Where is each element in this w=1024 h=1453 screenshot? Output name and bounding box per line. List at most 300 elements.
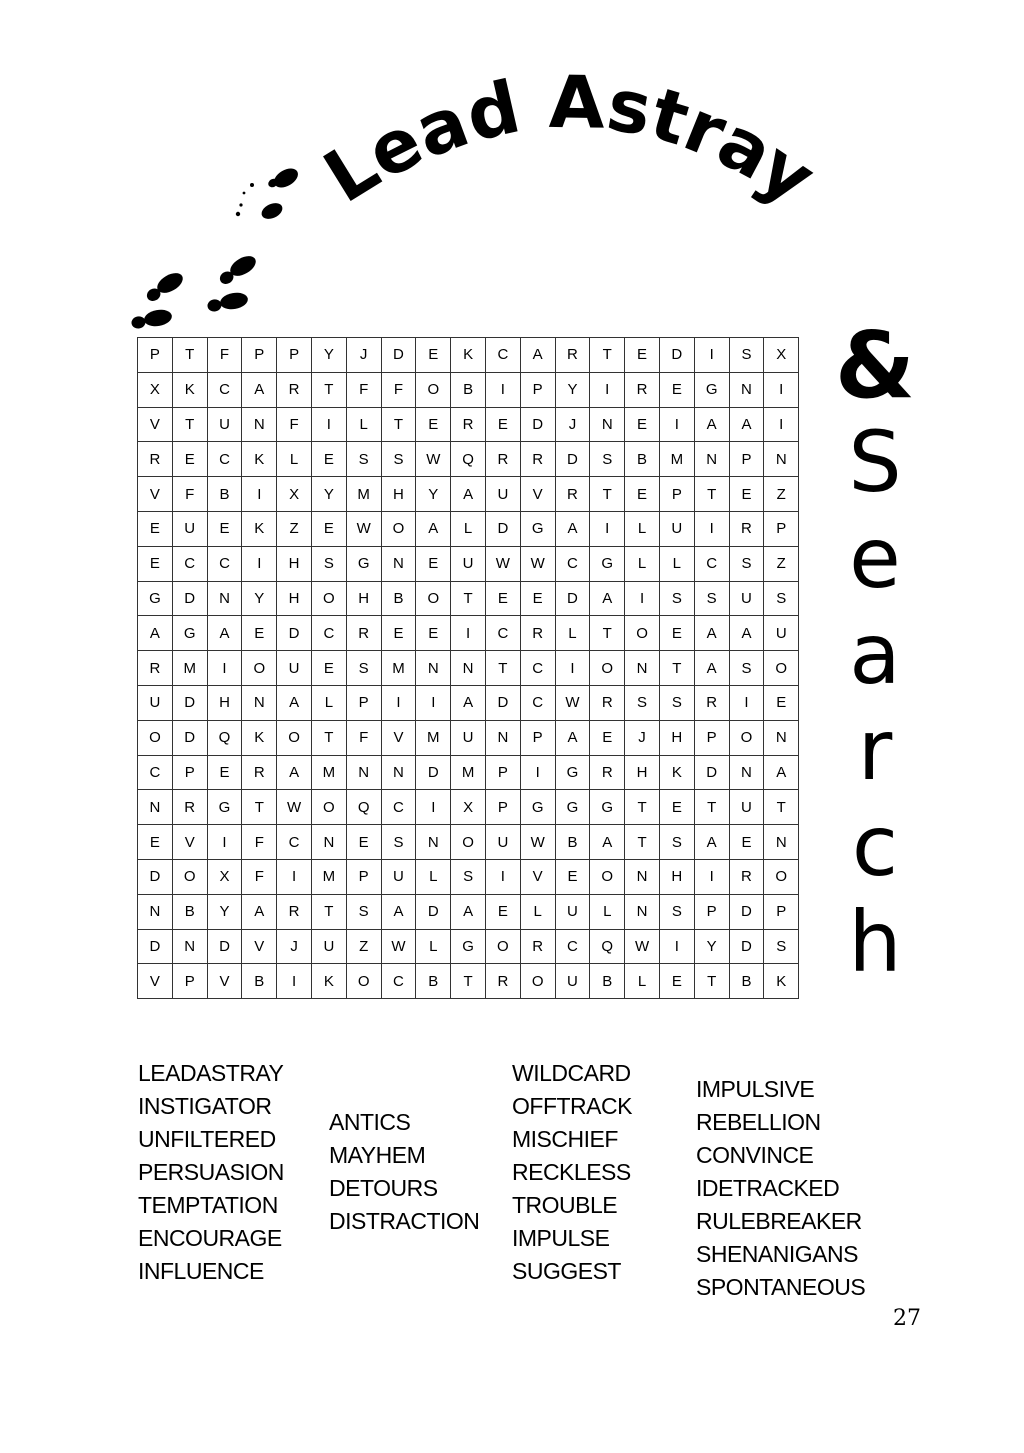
grid-cell[interactable]: N	[764, 825, 799, 860]
grid-cell[interactable]: T	[625, 825, 660, 860]
grid-cell[interactable]: C	[381, 790, 416, 825]
grid-cell[interactable]: M	[451, 755, 486, 790]
grid-cell[interactable]: T	[625, 790, 660, 825]
grid-cell[interactable]: P	[694, 894, 729, 929]
grid-cell[interactable]: I	[729, 685, 764, 720]
grid-cell[interactable]: V	[172, 825, 207, 860]
grid-cell[interactable]: Y	[555, 372, 590, 407]
grid-cell[interactable]: I	[381, 685, 416, 720]
grid-cell[interactable]: C	[520, 685, 555, 720]
grid-cell[interactable]: Y	[694, 929, 729, 964]
grid-cell[interactable]: A	[729, 616, 764, 651]
grid-cell[interactable]: H	[346, 581, 381, 616]
grid-cell[interactable]: E	[625, 338, 660, 373]
grid-cell[interactable]: A	[590, 825, 625, 860]
grid-cell[interactable]: U	[485, 825, 520, 860]
grid-cell[interactable]: W	[416, 442, 451, 477]
grid-cell[interactable]: E	[729, 477, 764, 512]
grid-cell[interactable]: E	[416, 546, 451, 581]
grid-cell[interactable]: L	[416, 929, 451, 964]
grid-cell[interactable]: T	[590, 616, 625, 651]
grid-cell[interactable]: L	[590, 894, 625, 929]
grid-cell[interactable]: L	[277, 442, 312, 477]
grid-cell[interactable]: N	[172, 929, 207, 964]
grid-cell[interactable]: O	[485, 929, 520, 964]
grid-cell[interactable]: B	[729, 964, 764, 999]
grid-cell[interactable]: E	[659, 964, 694, 999]
grid-cell[interactable]: R	[138, 442, 173, 477]
grid-cell[interactable]: K	[242, 720, 277, 755]
grid-cell[interactable]: X	[277, 477, 312, 512]
grid-cell[interactable]: G	[590, 546, 625, 581]
grid-cell[interactable]: A	[242, 894, 277, 929]
grid-cell[interactable]: A	[277, 755, 312, 790]
grid-cell[interactable]: W	[277, 790, 312, 825]
grid-cell[interactable]: E	[485, 581, 520, 616]
grid-cell[interactable]: P	[764, 511, 799, 546]
grid-cell[interactable]: W	[520, 546, 555, 581]
grid-cell[interactable]: A	[764, 755, 799, 790]
grid-cell[interactable]: D	[138, 859, 173, 894]
grid-cell[interactable]: A	[555, 720, 590, 755]
grid-cell[interactable]: C	[381, 964, 416, 999]
grid-cell[interactable]: P	[172, 964, 207, 999]
grid-cell[interactable]: S	[659, 581, 694, 616]
grid-cell[interactable]: T	[694, 964, 729, 999]
grid-cell[interactable]: Y	[311, 338, 346, 373]
grid-cell[interactable]: M	[172, 651, 207, 686]
grid-cell[interactable]: E	[659, 372, 694, 407]
grid-cell[interactable]: N	[590, 407, 625, 442]
grid-cell[interactable]: T	[311, 720, 346, 755]
grid-cell[interactable]: T	[311, 372, 346, 407]
grid-cell[interactable]: T	[451, 581, 486, 616]
grid-cell[interactable]: G	[555, 755, 590, 790]
grid-cell[interactable]: C	[555, 546, 590, 581]
grid-cell[interactable]: I	[485, 859, 520, 894]
grid-cell[interactable]: L	[346, 407, 381, 442]
grid-cell[interactable]: C	[520, 651, 555, 686]
grid-cell[interactable]: W	[346, 511, 381, 546]
grid-cell[interactable]: V	[207, 964, 242, 999]
grid-cell[interactable]: A	[729, 407, 764, 442]
grid-cell[interactable]: H	[277, 546, 312, 581]
grid-cell[interactable]: S	[729, 338, 764, 373]
grid-cell[interactable]: N	[138, 894, 173, 929]
grid-cell[interactable]: S	[659, 894, 694, 929]
grid-cell[interactable]: S	[729, 546, 764, 581]
grid-cell[interactable]: P	[346, 685, 381, 720]
grid-cell[interactable]: D	[138, 929, 173, 964]
grid-cell[interactable]: V	[520, 859, 555, 894]
grid-cell[interactable]: E	[138, 511, 173, 546]
grid-cell[interactable]: U	[172, 511, 207, 546]
grid-cell[interactable]: I	[764, 407, 799, 442]
grid-cell[interactable]: O	[451, 825, 486, 860]
grid-cell[interactable]: E	[311, 442, 346, 477]
grid-cell[interactable]: E	[207, 511, 242, 546]
grid-cell[interactable]: S	[451, 859, 486, 894]
grid-cell[interactable]: T	[590, 477, 625, 512]
grid-cell[interactable]: S	[764, 581, 799, 616]
grid-cell[interactable]: D	[729, 894, 764, 929]
grid-cell[interactable]: I	[311, 407, 346, 442]
grid-cell[interactable]: B	[207, 477, 242, 512]
grid-cell[interactable]: C	[485, 338, 520, 373]
grid-cell[interactable]: I	[764, 372, 799, 407]
grid-cell[interactable]: D	[485, 511, 520, 546]
grid-cell[interactable]: S	[381, 825, 416, 860]
grid-cell[interactable]: K	[242, 442, 277, 477]
grid-cell[interactable]: G	[451, 929, 486, 964]
grid-cell[interactable]: A	[277, 685, 312, 720]
grid-cell[interactable]: B	[590, 964, 625, 999]
grid-cell[interactable]: N	[138, 790, 173, 825]
grid-cell[interactable]: Y	[416, 477, 451, 512]
grid-cell[interactable]: T	[242, 790, 277, 825]
grid-cell[interactable]: E	[590, 720, 625, 755]
grid-cell[interactable]: U	[311, 929, 346, 964]
grid-cell[interactable]: R	[346, 616, 381, 651]
grid-cell[interactable]: P	[346, 859, 381, 894]
grid-cell[interactable]: P	[172, 755, 207, 790]
grid-cell[interactable]: S	[625, 685, 660, 720]
grid-cell[interactable]: H	[207, 685, 242, 720]
grid-cell[interactable]: R	[520, 616, 555, 651]
grid-cell[interactable]: D	[659, 338, 694, 373]
grid-cell[interactable]: T	[311, 894, 346, 929]
grid-cell[interactable]: D	[172, 685, 207, 720]
grid-cell[interactable]: O	[242, 651, 277, 686]
grid-cell[interactable]: Y	[242, 581, 277, 616]
grid-cell[interactable]: R	[590, 685, 625, 720]
grid-cell[interactable]: V	[242, 929, 277, 964]
grid-cell[interactable]: G	[520, 511, 555, 546]
grid-cell[interactable]: Z	[764, 546, 799, 581]
grid-cell[interactable]: I	[694, 338, 729, 373]
grid-cell[interactable]: U	[659, 511, 694, 546]
grid-cell[interactable]: E	[138, 546, 173, 581]
grid-cell[interactable]: K	[764, 964, 799, 999]
grid-cell[interactable]: S	[590, 442, 625, 477]
grid-cell[interactable]: A	[694, 616, 729, 651]
grid-cell[interactable]: F	[346, 372, 381, 407]
grid-cell[interactable]: D	[172, 581, 207, 616]
grid-cell[interactable]: I	[694, 511, 729, 546]
grid-cell[interactable]: O	[764, 651, 799, 686]
grid-cell[interactable]: P	[138, 338, 173, 373]
grid-cell[interactable]: Q	[590, 929, 625, 964]
grid-cell[interactable]: Z	[764, 477, 799, 512]
grid-cell[interactable]: N	[764, 442, 799, 477]
grid-cell[interactable]: E	[485, 894, 520, 929]
grid-cell[interactable]: Y	[311, 477, 346, 512]
grid-cell[interactable]: W	[555, 685, 590, 720]
grid-cell[interactable]: Q	[451, 442, 486, 477]
grid-cell[interactable]: I	[277, 964, 312, 999]
grid-cell[interactable]: E	[659, 790, 694, 825]
grid-cell[interactable]: P	[764, 894, 799, 929]
grid-cell[interactable]: O	[625, 616, 660, 651]
grid-cell[interactable]: K	[172, 372, 207, 407]
grid-cell[interactable]: A	[242, 372, 277, 407]
grid-cell[interactable]: E	[625, 477, 660, 512]
grid-cell[interactable]: E	[416, 407, 451, 442]
grid-cell[interactable]: E	[311, 511, 346, 546]
grid-cell[interactable]: I	[590, 372, 625, 407]
grid-cell[interactable]: I	[207, 651, 242, 686]
grid-cell[interactable]: G	[520, 790, 555, 825]
grid-cell[interactable]: A	[138, 616, 173, 651]
grid-cell[interactable]: W	[625, 929, 660, 964]
grid-cell[interactable]: O	[381, 511, 416, 546]
grid-cell[interactable]: D	[520, 407, 555, 442]
grid-cell[interactable]: E	[764, 685, 799, 720]
grid-cell[interactable]: A	[416, 511, 451, 546]
grid-cell[interactable]: R	[138, 651, 173, 686]
grid-cell[interactable]: P	[485, 755, 520, 790]
grid-cell[interactable]: J	[346, 338, 381, 373]
grid-cell[interactable]: N	[381, 546, 416, 581]
grid-cell[interactable]: B	[416, 964, 451, 999]
grid-cell[interactable]: F	[381, 372, 416, 407]
grid-cell[interactable]: T	[485, 651, 520, 686]
grid-cell[interactable]: O	[172, 859, 207, 894]
grid-cell[interactable]: R	[242, 755, 277, 790]
grid-cell[interactable]: H	[381, 477, 416, 512]
grid-cell[interactable]: L	[451, 511, 486, 546]
grid-cell[interactable]: U	[207, 407, 242, 442]
grid-cell[interactable]: S	[729, 651, 764, 686]
grid-cell[interactable]: R	[555, 477, 590, 512]
grid-cell[interactable]: H	[277, 581, 312, 616]
grid-cell[interactable]: S	[694, 581, 729, 616]
grid-cell[interactable]: O	[311, 581, 346, 616]
grid-cell[interactable]: N	[416, 651, 451, 686]
grid-cell[interactable]: K	[659, 755, 694, 790]
grid-cell[interactable]: G	[346, 546, 381, 581]
grid-cell[interactable]: D	[277, 616, 312, 651]
grid-cell[interactable]: O	[590, 859, 625, 894]
grid-cell[interactable]: R	[729, 511, 764, 546]
grid-cell[interactable]: S	[311, 546, 346, 581]
grid-cell[interactable]: E	[555, 859, 590, 894]
grid-cell[interactable]: S	[659, 825, 694, 860]
grid-cell[interactable]: I	[451, 616, 486, 651]
grid-cell[interactable]: A	[381, 894, 416, 929]
grid-cell[interactable]: S	[764, 929, 799, 964]
grid-cell[interactable]: B	[381, 581, 416, 616]
grid-cell[interactable]: U	[138, 685, 173, 720]
grid-cell[interactable]: O	[416, 372, 451, 407]
grid-cell[interactable]: C	[485, 616, 520, 651]
grid-cell[interactable]: I	[590, 511, 625, 546]
grid-cell[interactable]: C	[555, 929, 590, 964]
grid-cell[interactable]: W	[485, 546, 520, 581]
grid-cell[interactable]: F	[242, 859, 277, 894]
grid-cell[interactable]: U	[764, 616, 799, 651]
grid-cell[interactable]: P	[242, 338, 277, 373]
grid-cell[interactable]: U	[729, 790, 764, 825]
grid-cell[interactable]: D	[381, 338, 416, 373]
grid-cell[interactable]: H	[659, 720, 694, 755]
grid-cell[interactable]: A	[555, 511, 590, 546]
grid-cell[interactable]: M	[346, 477, 381, 512]
grid-cell[interactable]: D	[416, 894, 451, 929]
grid-cell[interactable]: F	[346, 720, 381, 755]
grid-cell[interactable]: R	[485, 442, 520, 477]
grid-cell[interactable]: F	[242, 825, 277, 860]
grid-cell[interactable]: V	[381, 720, 416, 755]
grid-cell[interactable]: F	[277, 407, 312, 442]
grid-cell[interactable]: D	[485, 685, 520, 720]
grid-cell[interactable]: T	[694, 790, 729, 825]
grid-cell[interactable]: O	[416, 581, 451, 616]
grid-cell[interactable]: A	[590, 581, 625, 616]
grid-cell[interactable]: I	[659, 929, 694, 964]
grid-cell[interactable]: L	[625, 964, 660, 999]
grid-cell[interactable]: S	[381, 442, 416, 477]
grid-cell[interactable]: M	[311, 755, 346, 790]
grid-cell[interactable]: R	[485, 964, 520, 999]
grid-cell[interactable]: G	[172, 616, 207, 651]
grid-cell[interactable]: A	[694, 651, 729, 686]
grid-cell[interactable]: I	[659, 407, 694, 442]
grid-cell[interactable]: H	[659, 859, 694, 894]
grid-cell[interactable]: I	[485, 372, 520, 407]
grid-cell[interactable]: Q	[207, 720, 242, 755]
grid-cell[interactable]: R	[729, 859, 764, 894]
grid-cell[interactable]: C	[311, 616, 346, 651]
grid-cell[interactable]: N	[451, 651, 486, 686]
grid-cell[interactable]: N	[729, 372, 764, 407]
grid-cell[interactable]: L	[555, 616, 590, 651]
grid-cell[interactable]: I	[207, 825, 242, 860]
grid-cell[interactable]: L	[416, 859, 451, 894]
grid-cell[interactable]: E	[520, 581, 555, 616]
grid-cell[interactable]: A	[694, 825, 729, 860]
grid-cell[interactable]: U	[381, 859, 416, 894]
grid-cell[interactable]: V	[138, 964, 173, 999]
grid-cell[interactable]: Z	[277, 511, 312, 546]
grid-cell[interactable]: J	[277, 929, 312, 964]
grid-cell[interactable]: R	[520, 929, 555, 964]
grid-cell[interactable]: X	[451, 790, 486, 825]
grid-cell[interactable]: N	[242, 685, 277, 720]
grid-cell[interactable]: A	[694, 407, 729, 442]
grid-cell[interactable]: N	[625, 859, 660, 894]
grid-cell[interactable]: Q	[346, 790, 381, 825]
grid-cell[interactable]: B	[172, 894, 207, 929]
grid-cell[interactable]: N	[625, 651, 660, 686]
grid-cell[interactable]: P	[659, 477, 694, 512]
grid-cell[interactable]: W	[381, 929, 416, 964]
grid-cell[interactable]: M	[311, 859, 346, 894]
grid-cell[interactable]: E	[172, 442, 207, 477]
grid-cell[interactable]: S	[346, 894, 381, 929]
grid-cell[interactable]: N	[242, 407, 277, 442]
grid-cell[interactable]: D	[555, 581, 590, 616]
grid-cell[interactable]: J	[555, 407, 590, 442]
grid-cell[interactable]: D	[694, 755, 729, 790]
grid-cell[interactable]: E	[416, 616, 451, 651]
grid-cell[interactable]: C	[694, 546, 729, 581]
grid-cell[interactable]: I	[520, 755, 555, 790]
grid-cell[interactable]: I	[242, 546, 277, 581]
grid-cell[interactable]: N	[625, 894, 660, 929]
grid-cell[interactable]: I	[416, 790, 451, 825]
grid-cell[interactable]: R	[451, 407, 486, 442]
grid-cell[interactable]: Y	[207, 894, 242, 929]
grid-cell[interactable]: G	[207, 790, 242, 825]
grid-cell[interactable]: E	[138, 825, 173, 860]
grid-cell[interactable]: N	[694, 442, 729, 477]
grid-cell[interactable]: G	[555, 790, 590, 825]
grid-cell[interactable]: V	[520, 477, 555, 512]
grid-cell[interactable]: T	[659, 651, 694, 686]
grid-cell[interactable]: G	[694, 372, 729, 407]
grid-cell[interactable]: D	[555, 442, 590, 477]
grid-cell[interactable]: A	[451, 685, 486, 720]
grid-cell[interactable]: L	[659, 546, 694, 581]
grid-cell[interactable]: C	[207, 442, 242, 477]
grid-cell[interactable]: X	[138, 372, 173, 407]
grid-cell[interactable]: I	[242, 477, 277, 512]
grid-cell[interactable]: S	[346, 651, 381, 686]
grid-cell[interactable]: O	[311, 790, 346, 825]
grid-cell[interactable]: T	[694, 477, 729, 512]
grid-cell[interactable]: R	[625, 372, 660, 407]
grid-cell[interactable]: K	[451, 338, 486, 373]
grid-cell[interactable]: A	[207, 616, 242, 651]
grid-cell[interactable]: U	[555, 894, 590, 929]
grid-cell[interactable]: S	[346, 442, 381, 477]
grid-cell[interactable]: D	[207, 929, 242, 964]
grid-cell[interactable]: O	[520, 964, 555, 999]
grid-cell[interactable]: U	[451, 546, 486, 581]
grid-cell[interactable]: E	[242, 616, 277, 651]
grid-cell[interactable]: U	[451, 720, 486, 755]
grid-cell[interactable]: P	[485, 790, 520, 825]
grid-cell[interactable]: R	[277, 372, 312, 407]
grid-cell[interactable]: M	[659, 442, 694, 477]
grid-cell[interactable]: E	[625, 407, 660, 442]
grid-cell[interactable]: I	[555, 651, 590, 686]
grid-cell[interactable]: R	[520, 442, 555, 477]
grid-cell[interactable]: W	[520, 825, 555, 860]
grid-cell[interactable]: N	[207, 581, 242, 616]
grid-cell[interactable]: N	[311, 825, 346, 860]
grid-cell[interactable]: U	[729, 581, 764, 616]
grid-cell[interactable]: L	[625, 511, 660, 546]
grid-cell[interactable]: I	[416, 685, 451, 720]
grid-cell[interactable]: A	[520, 338, 555, 373]
grid-cell[interactable]: X	[207, 859, 242, 894]
grid-cell[interactable]: P	[520, 372, 555, 407]
grid-cell[interactable]: N	[346, 755, 381, 790]
grid-cell[interactable]: P	[277, 338, 312, 373]
grid-cell[interactable]: D	[416, 755, 451, 790]
grid-cell[interactable]: T	[451, 964, 486, 999]
grid-cell[interactable]: O	[277, 720, 312, 755]
grid-cell[interactable]: K	[311, 964, 346, 999]
grid-cell[interactable]: T	[764, 790, 799, 825]
grid-cell[interactable]: B	[242, 964, 277, 999]
grid-cell[interactable]: E	[729, 825, 764, 860]
grid-cell[interactable]: B	[625, 442, 660, 477]
grid-cell[interactable]: T	[172, 338, 207, 373]
grid-cell[interactable]: N	[764, 720, 799, 755]
